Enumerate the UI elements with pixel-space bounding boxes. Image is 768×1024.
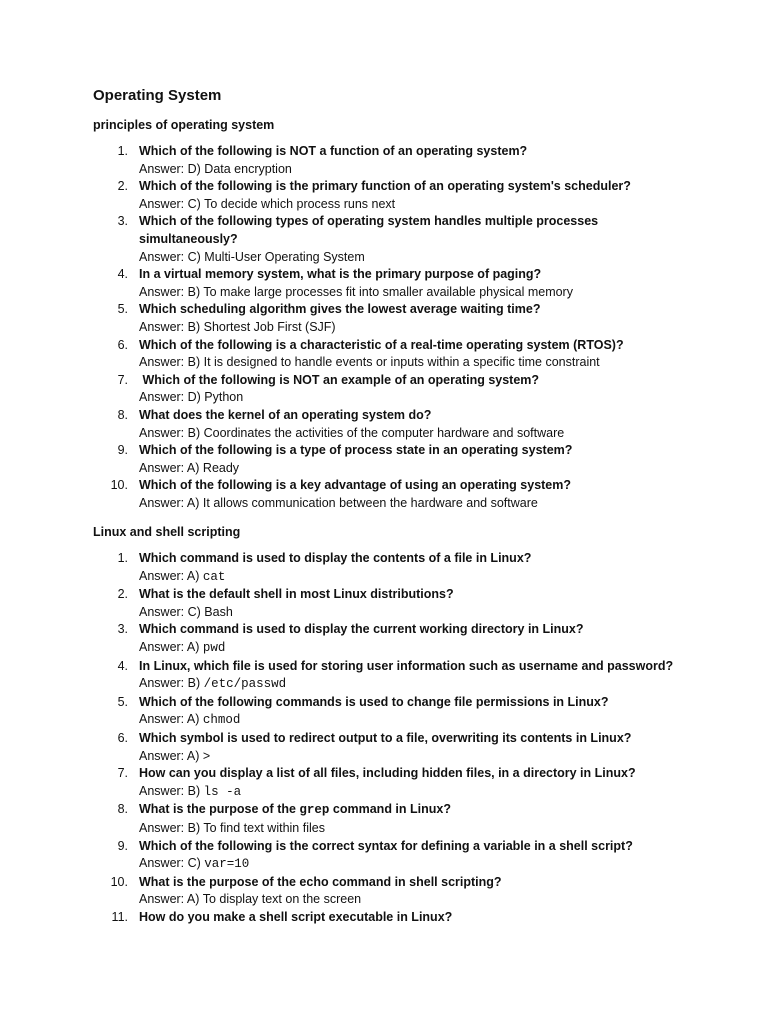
answer-text <box>139 891 699 909</box>
question-list-principles <box>0 143 768 512</box>
question-number: 10. <box>110 478 128 493</box>
answer-code: chmod <box>202 713 241 728</box>
answer-prefix: Answer: D) <box>139 161 205 176</box>
answer-text <box>139 639 699 658</box>
answer-value: Python <box>204 390 244 405</box>
answer-prefix: Answer: B) <box>139 783 204 798</box>
question-item <box>0 407 768 442</box>
question-number: 3. <box>117 214 128 229</box>
answer-text <box>139 196 699 214</box>
question-item <box>0 143 768 178</box>
answer-value: Ready <box>202 460 240 475</box>
question-number: 4. <box>117 267 128 282</box>
answer-prefix: Answer: B) <box>139 820 204 835</box>
question-text-after: command in Linux? <box>329 802 451 817</box>
answer-prefix: Answer: C) <box>139 604 205 619</box>
question-text: In Linux, which file is used for storing user information such as username and password? <box>139 658 674 673</box>
question-item <box>0 801 768 837</box>
question-number: 1. <box>117 144 128 158</box>
answer-value: Shortest Job First (SJF) <box>203 319 336 334</box>
answer-value: To make large processes fit into smaller available physical memory <box>203 284 573 299</box>
answer-prefix: Answer: A) <box>139 712 203 727</box>
question-number: 1. <box>117 551 128 565</box>
answer-text <box>139 425 699 443</box>
question-text: Which scheduling algorithm gives the lowest average waiting time? <box>139 302 541 317</box>
question-text <box>139 801 684 820</box>
question-item <box>0 874 768 909</box>
question-text: What does the kernel of an operating system do? <box>139 407 432 422</box>
question-item <box>0 213 768 266</box>
question-text: Which command is used to display the contents of a file in Linux? <box>139 551 532 565</box>
section-heading-linux: Linux and shell scripting <box>93 525 241 539</box>
question-text: Which symbol is used to redirect output to a file, overwriting its contents in Linux? <box>139 730 632 745</box>
question-item <box>0 838 768 874</box>
question-number: 5. <box>117 302 128 317</box>
question-text-before: What is the purpose of the <box>139 802 300 817</box>
answer-code: var=10 <box>204 857 250 872</box>
question-text: Which command is used to display the current working directory in Linux? <box>139 622 584 637</box>
question-text: Which of the following commands is used to change file permissions in Linux? <box>139 694 609 709</box>
question-number: 6. <box>117 730 128 745</box>
answer-text <box>139 460 699 478</box>
answer-text <box>139 389 699 407</box>
question-item <box>0 337 768 372</box>
answer-prefix: Answer: B) <box>139 676 204 691</box>
question-item <box>0 178 768 213</box>
question-item <box>0 550 768 586</box>
question-code: grep <box>299 803 330 818</box>
question-number: 7. <box>117 766 128 781</box>
answer-prefix: Answer: A) <box>139 748 203 763</box>
question-number: 5. <box>117 694 128 709</box>
answer-text <box>139 820 699 838</box>
question-item <box>0 301 768 336</box>
question-text: Which of the following is the correct syntax for defining a variable in a shell script? <box>139 838 633 853</box>
question-number: 2. <box>117 587 128 602</box>
question-text: Which of the following is a key advantage of using an operating system? <box>139 478 572 493</box>
answer-text <box>139 783 699 802</box>
question-item <box>0 658 768 694</box>
question-text: Which of the following is NOT a function of an operating system? <box>139 144 528 158</box>
answer-value: Multi-User Operating System <box>204 249 365 264</box>
question-number: 7. <box>117 372 128 387</box>
question-number: 8. <box>117 802 128 817</box>
answer-value: Bash <box>204 604 233 619</box>
answer-value: It allows communication between the hardware and software <box>202 495 538 510</box>
question-item <box>0 621 768 657</box>
question-text: Which of the following types of operating system handles multiple processes simultaneously? <box>139 214 599 246</box>
question-item <box>0 586 768 621</box>
question-text: How can you display a list of all files, including hidden files, in a directory in Linux? <box>139 766 636 781</box>
question-item <box>0 765 768 801</box>
answer-text <box>139 711 699 730</box>
answer-code: ls -a <box>203 784 242 799</box>
answer-text <box>139 568 699 587</box>
question-item <box>0 372 768 407</box>
answer-text <box>139 319 699 337</box>
answer-prefix: Answer: D) <box>139 390 205 405</box>
answer-prefix: Answer: A) <box>139 495 203 510</box>
answer-prefix: Answer: B) <box>139 284 204 299</box>
answer-text <box>139 161 699 179</box>
answer-code: pwd <box>202 640 226 655</box>
question-number: 2. <box>117 179 128 194</box>
answer-text <box>139 604 699 622</box>
section-heading-principles: principles of operating system <box>93 118 275 132</box>
question-item <box>0 909 768 927</box>
answer-code: cat <box>202 569 226 584</box>
answer-value: To display text on the screen <box>202 892 362 907</box>
question-text: Which of the following is NOT an example of an operating system? <box>139 372 540 387</box>
answer-prefix: Answer: A) <box>139 639 203 654</box>
question-number: 9. <box>117 443 128 458</box>
question-number: 4. <box>117 658 128 673</box>
question-item <box>0 477 768 512</box>
answer-prefix: Answer: C) <box>139 249 205 264</box>
question-text: What is the default shell in most Linux distributions? <box>139 587 454 602</box>
answer-value: > <box>202 748 211 763</box>
question-number: 8. <box>117 407 128 422</box>
answer-text <box>139 284 699 302</box>
question-number: 11. <box>111 909 128 924</box>
answer-text <box>139 675 699 694</box>
question-item <box>0 694 768 730</box>
question-list-linux <box>0 550 768 926</box>
answer-prefix: Answer: C) <box>139 856 205 871</box>
answer-value: Coordinates the activities of the computer hardware and software <box>203 425 565 440</box>
answer-prefix: Answer: C) <box>139 196 205 211</box>
question-number: 9. <box>117 838 128 853</box>
answer-prefix: Answer: B) <box>139 319 204 334</box>
answer-value: Data encryption <box>204 161 292 176</box>
question-text: Which of the following is a type of process state in an operating system? <box>139 443 573 458</box>
answer-prefix: Answer: B) <box>139 355 204 370</box>
answer-text <box>139 354 699 372</box>
answer-code: /etc/passwd <box>203 677 287 692</box>
answer-prefix: Answer: B) <box>139 425 204 440</box>
question-number: 10. <box>110 874 128 889</box>
question-item <box>0 442 768 477</box>
answer-text <box>139 748 699 766</box>
question-text: Which of the following is the primary function of an operating system's scheduler? <box>139 179 631 194</box>
question-number: 3. <box>117 622 128 637</box>
question-item <box>0 266 768 301</box>
question-text: Which of the following is a characteristic of a real-time operating system (RTOS)? <box>139 337 624 352</box>
answer-prefix: Answer: A) <box>139 892 203 907</box>
answer-text <box>139 855 699 874</box>
document-title: Operating System <box>93 87 222 104</box>
question-text: How do you make a shell script executable in Linux? <box>139 909 453 924</box>
answer-value: To decide which process runs next <box>204 196 396 211</box>
answer-text <box>139 495 699 513</box>
question-text: What is the purpose of the echo command in shell scripting? <box>139 874 502 889</box>
answer-value: To find text within files <box>203 820 325 835</box>
question-text: In a virtual memory system, what is the primary purpose of paging? <box>139 267 542 282</box>
answer-text <box>139 249 699 267</box>
answer-prefix: Answer: A) <box>139 568 203 583</box>
answer-value: It is designed to handle events or inputs within a specific time constraint <box>203 355 600 370</box>
question-number: 6. <box>117 337 128 352</box>
question-item <box>0 730 768 765</box>
answer-prefix: Answer: A) <box>139 460 203 475</box>
